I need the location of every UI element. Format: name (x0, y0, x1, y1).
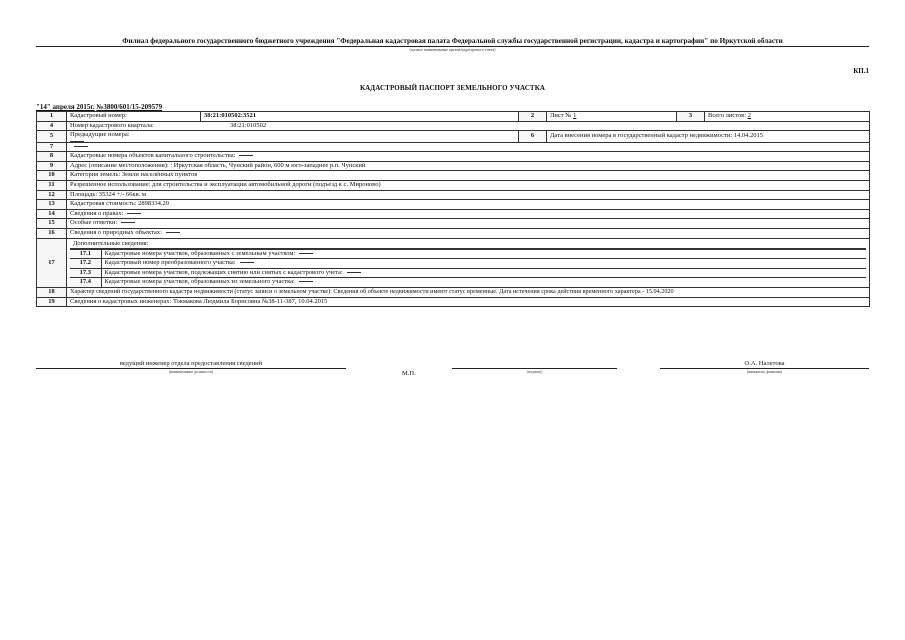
subrow-number: 17.2 (70, 259, 101, 269)
signature-caption: (подпись) (526, 370, 543, 374)
row-number: 19 (37, 297, 67, 307)
sheet-value: 1 (573, 112, 577, 120)
empty-value-dash (239, 155, 253, 156)
signer-position: ведущий инженер отдела предоставления сведений (119, 360, 263, 367)
row-number: 14 (37, 209, 67, 219)
subrow-label: Кадастровый номер преобразованного участка: (104, 259, 236, 267)
empty-value-dash (240, 262, 254, 263)
row-19 (37, 297, 870, 307)
row-9 (37, 161, 870, 171)
subrow-17-2 (70, 259, 866, 269)
cadastral-number-value: 38:21:010502:3521 (201, 112, 519, 122)
row-8 (37, 152, 870, 162)
sheet-cell (547, 112, 677, 122)
row-number: 17 (37, 238, 67, 287)
name-caption: (инициалы, фамилия) (746, 370, 782, 374)
name-line (660, 368, 869, 369)
row-number: 5 (37, 131, 67, 142)
row-number: 1 (37, 112, 67, 122)
row-4 (37, 121, 870, 131)
row-number: 12 (37, 190, 67, 200)
previous-numbers-cell (67, 131, 519, 142)
empty-value-dash (121, 222, 135, 223)
total-sheets-value: 2 (747, 112, 751, 120)
row-number: 15 (37, 219, 67, 229)
row-17 (37, 238, 870, 287)
row-16 (37, 228, 870, 238)
permitted-use-cell: Разрешенное использование: для строительства и эксплуатации автомобильной дороги (подъезд к с. Мироново) (67, 180, 870, 190)
quarter-number-cell (67, 121, 870, 131)
row-number: 11 (37, 180, 67, 190)
area-cell: Площадь: 35324 +/- 66кв. м (67, 190, 870, 200)
empty-value-dash (299, 281, 313, 282)
row-number: 16 (37, 228, 67, 238)
document-title: КАДАСТРОВЫЙ ПАСПОРТ ЗЕМЕЛЬНОГО УЧАСТКА (359, 84, 546, 92)
record-status-cell: Характер сведений государственного кадастра недвижимости (статус записи о земельном участке): Сведения об объекте недвижимости имеют статус временные. Дата истечения срока действия временного характера - 15.04.2020 (67, 287, 870, 297)
passport-table (36, 111, 870, 307)
row-number: 3 (677, 112, 705, 122)
row-number: 8 (37, 152, 67, 162)
special-notes-cell (67, 219, 870, 229)
row-number: 2 (519, 112, 547, 122)
empty-value-dash (74, 146, 88, 147)
position-line (36, 368, 346, 369)
capital-objects-label: Кадастровые номера объектов капитального строительства: (70, 152, 236, 160)
sheet-label: Лист № (550, 112, 572, 120)
cadastral-engineers-cell: Сведения о кадастровых инженерах: Токмакова Людмила Борисовна №38-11-387, 10.04.2015 (67, 297, 870, 307)
quarter-number-value: 38:21:010502 (230, 121, 267, 129)
row-number: 9 (37, 161, 67, 171)
cadastral-value-cell: Кадастровая стоимость: 2898334.20 (67, 200, 870, 210)
total-sheets-cell (705, 112, 870, 122)
additional-info-subtable (70, 249, 866, 287)
row-5 (37, 131, 870, 142)
rights-cell (67, 209, 870, 219)
subrow-cell (101, 268, 866, 278)
cadastral-number-label: Кадастровый номер: (67, 112, 201, 122)
row-13 (37, 200, 870, 210)
organization-name: Филиал федерального государственного бюджетного учреждения "Федеральная кадастровая палата Федеральной службы государственной регистрации, кадастра и картографии" по Иркутской области (122, 37, 783, 45)
row-14 (37, 209, 870, 219)
empty-value-dash (127, 213, 141, 214)
signer-name: О.А. Налетова (744, 360, 785, 367)
subrow-17-1 (70, 249, 866, 259)
subrow-label: Кадастровые номера участков, подлежащих снятию или снятых с кадастрового учета: (104, 268, 343, 276)
date-line (36, 103, 162, 111)
issue-date: "14" апреля 2015г. (36, 103, 95, 111)
row-number: 7 (37, 142, 67, 152)
additional-info-cell (67, 238, 870, 287)
subrow-cell (101, 278, 866, 287)
empty-row-cell (67, 142, 870, 152)
signature-line (452, 368, 617, 369)
capital-objects-cell (67, 152, 870, 162)
subrow-label: Кадастровые номера участков, образованных из земельного участка: (104, 278, 295, 286)
quarter-number-label: Номер кадастрового квартала: (70, 121, 154, 129)
total-sheets-label: Всего листов: (708, 112, 747, 120)
form-code: КП.1 (853, 67, 869, 75)
subrow-number: 17.4 (70, 278, 101, 287)
row-number: 6 (519, 131, 547, 142)
row-1 (37, 112, 870, 122)
rights-label: Сведения о правах: (70, 209, 124, 217)
special-notes-label: Особые отметки: (70, 219, 118, 227)
subrow-number: 17.1 (70, 249, 101, 259)
subrow-17-3 (70, 268, 866, 278)
row-number: 13 (37, 200, 67, 210)
empty-value-dash (347, 272, 361, 273)
organization-caption: (полное наименование органа кадастрового учета) (409, 47, 496, 52)
natural-objects-label: Сведения о природных объектах: (70, 229, 162, 237)
registration-date-cell: Дата внесения номера в государственный кадастр недвижимости: 14.04.2015 (547, 131, 870, 142)
row-number: 4 (37, 121, 67, 131)
row-7 (37, 142, 870, 152)
row-15 (37, 219, 870, 229)
address-cell: Адрес (описание местоположения): : Иркутская область, Чунский район, 600 м юго-западнее р.п. Чунский (67, 161, 870, 171)
land-category-cell: Категория земель: Земли населённых пунктов (67, 171, 870, 181)
subrow-17-4 (70, 278, 866, 287)
additional-info-label: Дополнительные сведения: (70, 239, 866, 249)
row-number: 18 (37, 287, 67, 297)
subrow-label: Кадастровые номера участков, образованных с земельным участком: (104, 249, 296, 257)
previous-numbers-label: Предыдущие номера: (70, 131, 130, 139)
row-11 (37, 180, 870, 190)
row-number: 10 (37, 171, 67, 181)
natural-objects-cell (67, 228, 870, 238)
stamp-place: М.П. (402, 370, 416, 377)
row-10 (37, 171, 870, 181)
document-number: №3800/601/15-209579 (96, 103, 163, 111)
subrow-cell (101, 259, 866, 269)
empty-value-dash (166, 232, 180, 233)
empty-value-dash (299, 253, 313, 254)
position-caption: (наименование должности) (168, 370, 214, 374)
subrow-cell (101, 249, 866, 259)
row-12 (37, 190, 870, 200)
subrow-number: 17.3 (70, 268, 101, 278)
row-18 (37, 287, 870, 297)
